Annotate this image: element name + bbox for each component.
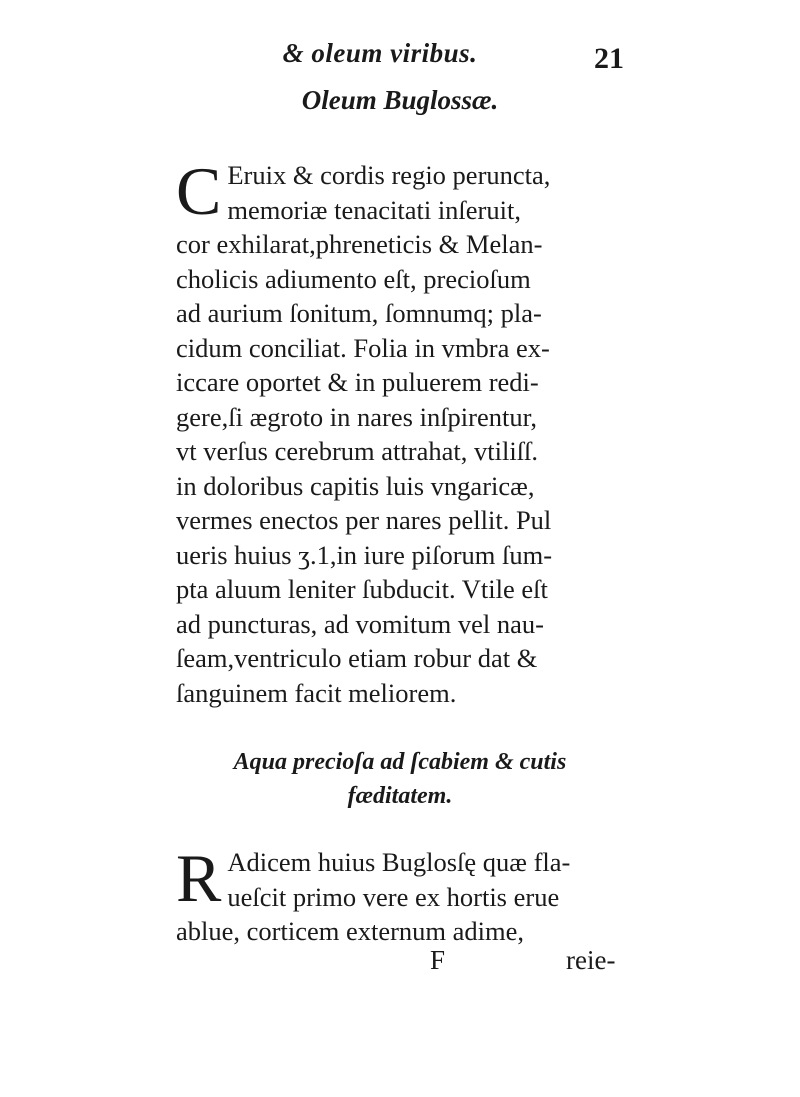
text-line: ablue, corticem externum adime, xyxy=(176,916,525,946)
text-line: ueris huius ʒ.1,in iure piſorum ſum- xyxy=(176,539,553,570)
text-line: pta aluum leniter ſubducit. Vtile eſt xyxy=(176,574,548,604)
text-line: iccare oportet & in puluerem redi- xyxy=(176,367,539,397)
text-line: ſeam,ventriculo etiam robur dat & xyxy=(176,643,538,673)
section-title: Oleum Buglossæ. xyxy=(301,85,499,115)
running-head: & oleum viribus. xyxy=(282,38,478,68)
page-number: 21 xyxy=(594,42,624,75)
text-line: gere,ſi ægroto in nares inſpirentur, xyxy=(176,401,538,432)
signature-mark: F xyxy=(430,945,446,975)
text-line: ueſcit primo vere ex hortis erue xyxy=(227,881,560,912)
text-line: vt verſus cerebrum attrahat, vtiliſſ. xyxy=(176,436,539,466)
subheading-line: fæditatem. xyxy=(347,783,453,809)
text-line: Adicem huius Buglosſę quæ fla- xyxy=(227,847,571,877)
text-line: vermes enectos per nares pellit. Pul xyxy=(176,505,552,535)
catchword: reie- xyxy=(566,945,616,975)
text-line: cholicis adiumento eſt, precioſum xyxy=(176,263,531,294)
text-line: Eruix & cordis regio peruncta, xyxy=(227,160,551,190)
text-line: cor exhilarat,phreneticis & Melan- xyxy=(176,229,543,259)
text-line: memoriæ tenacitati inſeruit, xyxy=(227,194,521,225)
drop-cap: C xyxy=(176,153,222,229)
subheading-aqua xyxy=(200,745,600,813)
paragraph-aqua xyxy=(176,840,636,949)
text-line: ad puncturas, ad vomitum vel nau- xyxy=(176,608,544,639)
text-line: ad aurium ſonitum, ſomnumq; pla- xyxy=(176,298,542,328)
subheading-line: Aqua precioſa ad ſcabiem & cutis xyxy=(233,749,567,775)
text-line: in doloribus capitis luis vngaricæ, xyxy=(176,470,535,501)
drop-cap: R xyxy=(176,840,222,916)
text-line: cidum conciliat. Folia in vmbra ex- xyxy=(176,332,550,363)
paragraph-oleum xyxy=(176,153,636,710)
text-line: ſanguinem facit meliorem. xyxy=(176,677,457,708)
